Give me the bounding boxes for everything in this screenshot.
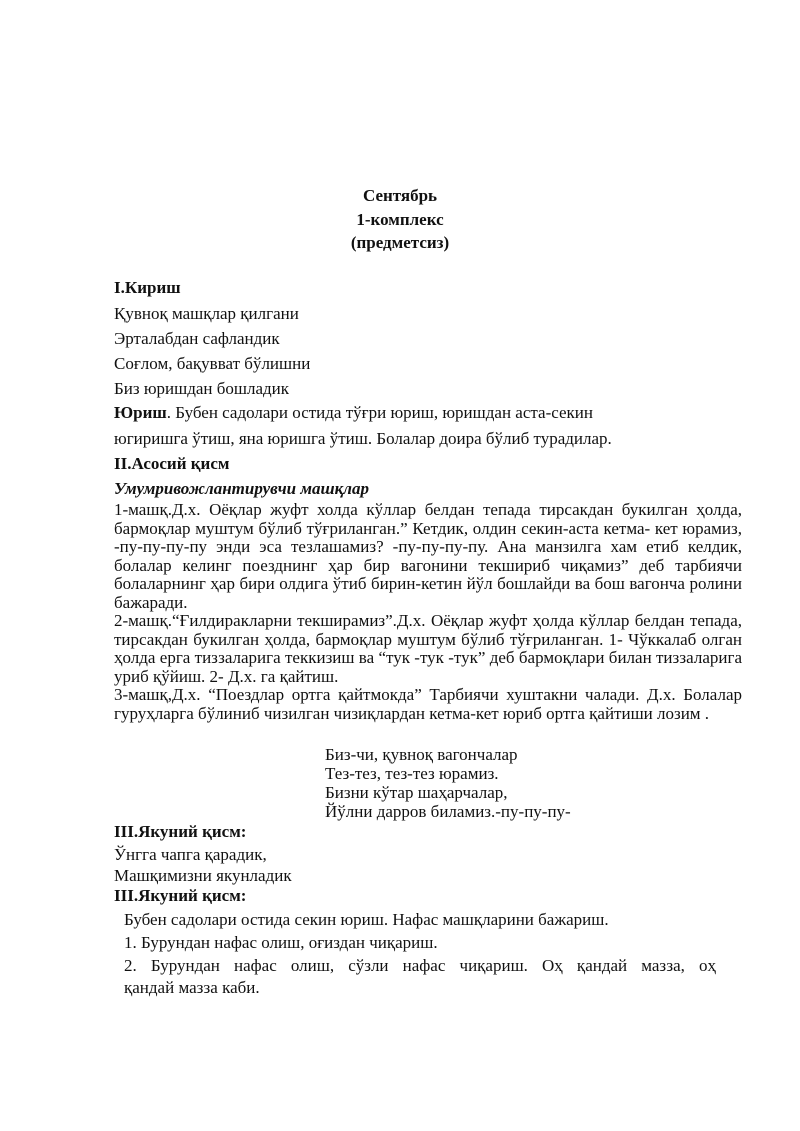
page-title-complex: 1-комплекс (356, 210, 444, 229)
poem-line: Биз-чи, қувноқ вагончалар (325, 745, 518, 764)
walk-paragraph-line2: югиришга ўтиш, яна юришга ўтиш. Болалар доира бўлиб турадилар. (114, 429, 612, 448)
intro-verse-line: Биз юришдан бошладик (114, 379, 290, 398)
walk-label: Юриш (114, 403, 167, 422)
exercise-1-paragraph: 1-машқ.Д.х. Оёқлар жуфт холда кўллар белдан тепада тирсакдан букилган ҳолда, бармоқлар муштум бўлиб тўғриланган.” Кетдик, олдин секин-аста кетма- кет юрамиз, -пу-пу-пу-пу энди эса тезлашамиз? -пу-пу-пу-пу. Ана манзилга хам етиб келдик, болалар келинг поезднинг ҳар бир вагонини текшириб чиқамиз” деб тарбиячи болаларнинг ҳар бири олдига ўтиб бирин-кетин йўл бошлайди ва бош вагонча ролини бажаради. (114, 500, 742, 612)
final-verse-line: Машқимизни якунладик (114, 866, 292, 885)
page-title-month: Сентябрь (362, 186, 438, 205)
section-heading-final: III.Якуний қисм: (114, 822, 247, 841)
walk-paragraph-line1 (114, 403, 674, 423)
section-heading-main: II.Асосий қисм (114, 454, 230, 473)
final-text-line: 2. Бурундан нафас олиш, сўзли нафас чиқариш. Оҳ қандай мазза, оҳ (124, 956, 716, 975)
exercise-3-paragraph: 3-машқ,Д.х. “Поездлар ортга қайтмокда” Тарбиячи хуштакни чалади. Д.х. Болалар гуруҳларга бўлиниб чизилган чизиқлардан кетма-кет юриб ортга қайтиши лозим . (114, 685, 742, 723)
intro-verse-line: Соғлом, бақувват бўлишни (114, 354, 311, 373)
exercise-2-paragraph: 2-машқ.“Ғилдиракларни текширамиз”.Д.х. Оёқлар жуфт ҳолда кўллар белдан тепада, тирсакдан букилган ҳолда, бармоқлар муштум бўлиб тўғриланган. 1- Чўккалаб олган ҳолда ерга тиззаларига теккизиш ва “тук -тук -тук” деб бармоқлари билан тиззаларига уриб қўйиш. 2- Д.х. га қайтиш. (114, 611, 742, 686)
intro-verse-line: Эрталабдан сафландик (114, 329, 280, 348)
final-text-line: Бубен садолари остида секин юриш. Нафас машқларини бажариш. (124, 910, 609, 929)
walk-text: . Бубен садолари остида тўғри юриш, юришдан аста-секин (166, 403, 593, 422)
poem-line: Тез-тез, тез-тез юрамиз. (325, 764, 499, 783)
final-verse-line: Ўнгга чапга қарадик, (114, 845, 267, 864)
section-heading-intro: I.Кириш (114, 278, 181, 297)
poem-line: Бизни кўтар шаҳарчалар, (325, 783, 508, 802)
page-subtitle: (предметсиз) (350, 233, 450, 252)
poem-line: Йўлни дарров биламиз.-пу-пу-пу- (325, 802, 571, 821)
section-subheading-exercises: Умумривожлантирувчи машқлар (114, 479, 370, 498)
final-text-line: 1. Бурундан нафас олиш, оғиздан чиқариш. (124, 933, 438, 952)
final-text-line: қандай мазза каби. (124, 978, 260, 997)
section-heading-final-2: III.Якуний қисм: (114, 886, 247, 905)
intro-verse-line: Қувноқ машқлар қилгани (114, 304, 299, 323)
